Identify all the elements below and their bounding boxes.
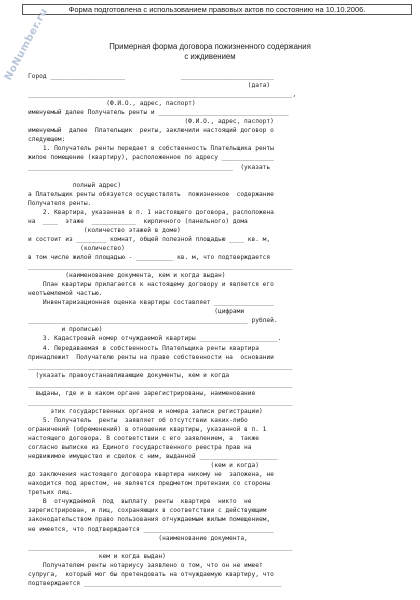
- contract-line: полный адрес): [28, 181, 122, 189]
- contract-line: законодательством право пользования отчуждаемым жилым помещением,: [28, 516, 271, 524]
- contract-line: (Ф.И.О., адрес, паспорт): [28, 100, 196, 108]
- contract-line: этих государственных органов и номера записи регистрации): [28, 407, 263, 415]
- contract-line: до заключения настоящего договора квартира никому не заложена, не: [28, 471, 274, 479]
- contract-line: Инвентаризационная оценка квартиры составляет ________________: [28, 299, 274, 307]
- contract-line: 1. Получатель ренты передает в собственность Плательщика ренты: [28, 145, 274, 153]
- legal-notice-bar: Форма подготовлена с использованием правовых актов по состоянию на 10.10.2006.: [22, 4, 412, 15]
- contract-line: _______________________________________________________________________: [28, 380, 293, 388]
- contract-line: и прописью): [28, 326, 103, 334]
- contract-line: (наименование документа, кем и когда выдан): [28, 272, 226, 280]
- contract-line: _______________________________________________________________________: [28, 362, 293, 370]
- contract-line: _______________________________________________________________________,: [28, 91, 297, 99]
- site-watermark: NoNumber.ru: [2, 6, 51, 83]
- contract-line: на ____ этаже ____________ кирпичного (панельного) дома: [28, 217, 248, 225]
- contract-line: принадлежит Получателю ренты на праве собственности на основании: [28, 353, 274, 361]
- contract-line: супруга, который мог бы претендовать на отчуждаемую квартиру, что: [28, 570, 274, 578]
- contract-line: настоящего договора. В соответствии с его заявлением, а также: [28, 435, 259, 442]
- contract-line: 2. Квартира, указанная в п. 1 настоящего договора, расположена: [28, 208, 274, 216]
- contract-line: Получателем ренты нотариусу заявлено о том, что он не имеет: [28, 561, 263, 569]
- contract-line: зарегистрирован, и лиц, сохраняющих в соответствии с действующим: [28, 507, 267, 515]
- document-title: Примерная форма договора пожизненного содержания: [109, 42, 311, 51]
- contract-line: (указать правоустанавливающие документы, кем и когда: [28, 371, 230, 379]
- contract-line: (наименование документа,: [28, 534, 248, 542]
- contract-line: 4. Передаваемая в собственность Плательщика ренты квартира: [28, 344, 259, 352]
- contract-line: согласно выписке из Единого государственного реестра прав на: [28, 444, 252, 452]
- contract-line: следующем:: [28, 136, 66, 144]
- contract-line: (дата): [28, 82, 271, 90]
- contract-line: (количество): [28, 244, 125, 252]
- contract-line: неотъемлемой частью.: [28, 290, 103, 298]
- contract-line: (цифрами: [28, 308, 245, 316]
- contract-line: именуемый далее Получатель ренты и ___________________________________: [28, 109, 289, 117]
- contract-line: 5. Получатель ренты заявляет об отсутствии каких-либо: [28, 416, 248, 424]
- contract-line: подтверждается _____________________________________________________: [28, 579, 282, 587]
- contract-line: ___________________________________________________________ рублей.: [28, 317, 278, 325]
- contract-line: _______________________________________________________ (указать: [28, 163, 271, 171]
- contract-line: в том числе жилой площадью - __________ кв. м, что подтверждается: [28, 254, 271, 261]
- contract-line: (количество этажей в доме): [28, 226, 181, 234]
- contract-line: третьих лиц.: [28, 489, 73, 497]
- document-subtitle: с иждивением: [184, 52, 236, 61]
- contract-line: 3. Кадастровый номер отчуждаемой квартиры _____________________.: [28, 335, 282, 343]
- contract-line: _______________________________________________________________________: [28, 263, 293, 271]
- contract-line: жилое помещение (квартиру), расположенное по адресу ______________: [28, 154, 274, 162]
- contract-line: _______________________________________________________________________: [28, 543, 293, 551]
- contract-line: а Плательщик ренты обязуется осуществлять пожизненное содержание: [28, 190, 274, 198]
- contract-line: не имеется, что подтверждается ___________________________________: [28, 525, 274, 533]
- contract-line: находится под арестом, не является предметом претензии со стороны: [28, 480, 271, 488]
- contract-line: недвижимое имущество и сделок с ним, выданной _____________________: [28, 453, 278, 461]
- contract-line: _______________________________________________________________________: [28, 398, 293, 406]
- contract-line: кем и когда выдан): [28, 552, 166, 560]
- contract-line: (Ф.И.О., адрес, паспорт): [28, 118, 274, 126]
- contract-line: Город ____________________ _________________________: [28, 73, 274, 80]
- contract-line: ограничений (обременений) в отношении квартиры, указанной в п. 1: [28, 425, 267, 433]
- contract-line: (кем и когда): [28, 462, 259, 470]
- contract-line: и состоит из ________ комнат, общей полезной площадью ____ кв. м,: [28, 235, 271, 243]
- contract-line: именуемый далее Плательщик ренты, заключили настоящий договор о: [28, 127, 274, 135]
- contract-line: Получателя ренты.: [28, 199, 92, 207]
- contract-line: В отчуждаемой под выплату ренты квартире никто не: [28, 498, 252, 506]
- contract-line: выданы, где и в каком органе зарегистрированы, наименование: [28, 389, 256, 397]
- contract-line: План квартиры прилагается к настоящему договору и является его: [28, 281, 274, 289]
